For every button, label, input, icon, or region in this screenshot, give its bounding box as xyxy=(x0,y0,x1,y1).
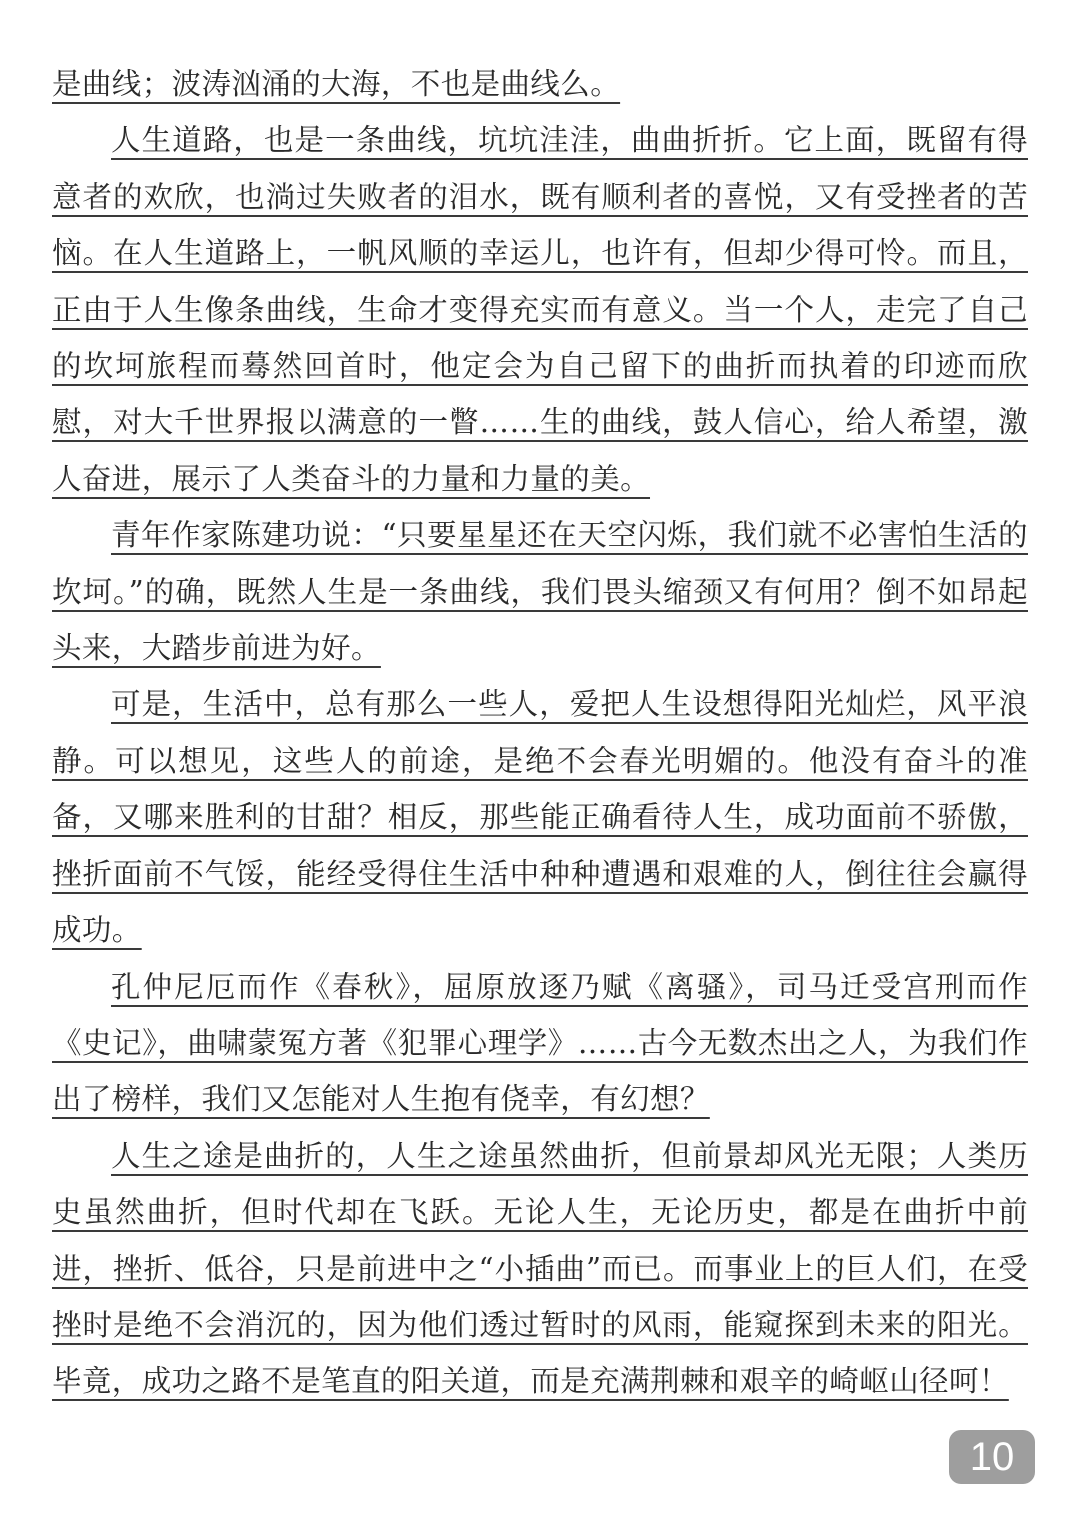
paragraph-text: 青年作家陈建功说：“只要星星还在天空闪烁，我们就不必害怕生活的坎坷。”的确，既然人生是一条曲线，我们畏头缩颈又有何用？倒不如昂起头来，大踏步前进为好。 xyxy=(52,518,1028,666)
paragraph xyxy=(52,56,1028,112)
paragraph xyxy=(52,507,1028,676)
paragraph-text: 人生道路，也是一条曲线，坑坑洼洼，曲曲折折。它上面，既留有得意者的欢欣，也淌过失败者的泪水，既有顺利者的喜悦，又有受挫者的苦恼。在人生道路上，一帆风顺的幸运儿，也许有，但却少得可怜。而且，正由于人生像条曲线，生命才变得充实而有意义。当一个人，走完了自己的坎坷旅程而蓦然回首时，他定会为自己留下的曲折而执着的印迹而欣慰，对大千世界报以满意的一瞥……生的曲线，鼓人信心，给人希望，激人奋进，展示了人类奋斗的力量和力量的美。 xyxy=(52,123,1028,496)
paragraph xyxy=(52,1128,1028,1410)
paragraph xyxy=(52,676,1028,958)
paragraph xyxy=(52,112,1028,507)
document-body xyxy=(52,56,1028,1410)
page-number-badge: 10 xyxy=(949,1430,1035,1484)
paragraph-text: 孔仲尼厄而作《春秋》，屈原放逐乃赋《离骚》，司马迁受宫刑而作《史记》，曲啸蒙冤方著《犯罪心理学》……古今无数杰出之人，为我们作出了榜样，我们又怎能对人生抱有侥幸，有幻想？ xyxy=(52,969,1028,1117)
paragraph xyxy=(52,959,1028,1128)
paragraph-text: 人生之途是曲折的，人生之途虽然曲折，但前景却风光无限；人类历史虽然曲折，但时代却在飞跃。无论人生，无论历史，都是在曲折中前进，挫折、低谷，只是前进中之“小插曲”而已。而事业上的巨人们，在受挫时是绝不会消沉的，因为他们透过暂时的风雨，能窥探到未来的阳光。毕竟，成功之路不是笔直的阳关道，而是充满荆棘和艰辛的崎岖山径呵！ xyxy=(52,1138,1028,1399)
paragraph-text: 是曲线；波涛汹涌的大海，不也是曲线么。 xyxy=(52,67,621,101)
paragraph-text: 可是，生活中，总有那么一些人，爱把人生设想得阳光灿烂，风平浪静。可以想见，这些人的前途，是绝不会春光明媚的。他没有奋斗的准备，又哪来胜利的甘甜？相反，那些能正确看待人生，成功面前不骄傲，挫折面前不气馁，能经受得住生活中种种遭遇和艰难的人，倒往往会赢得成功。 xyxy=(52,687,1028,948)
